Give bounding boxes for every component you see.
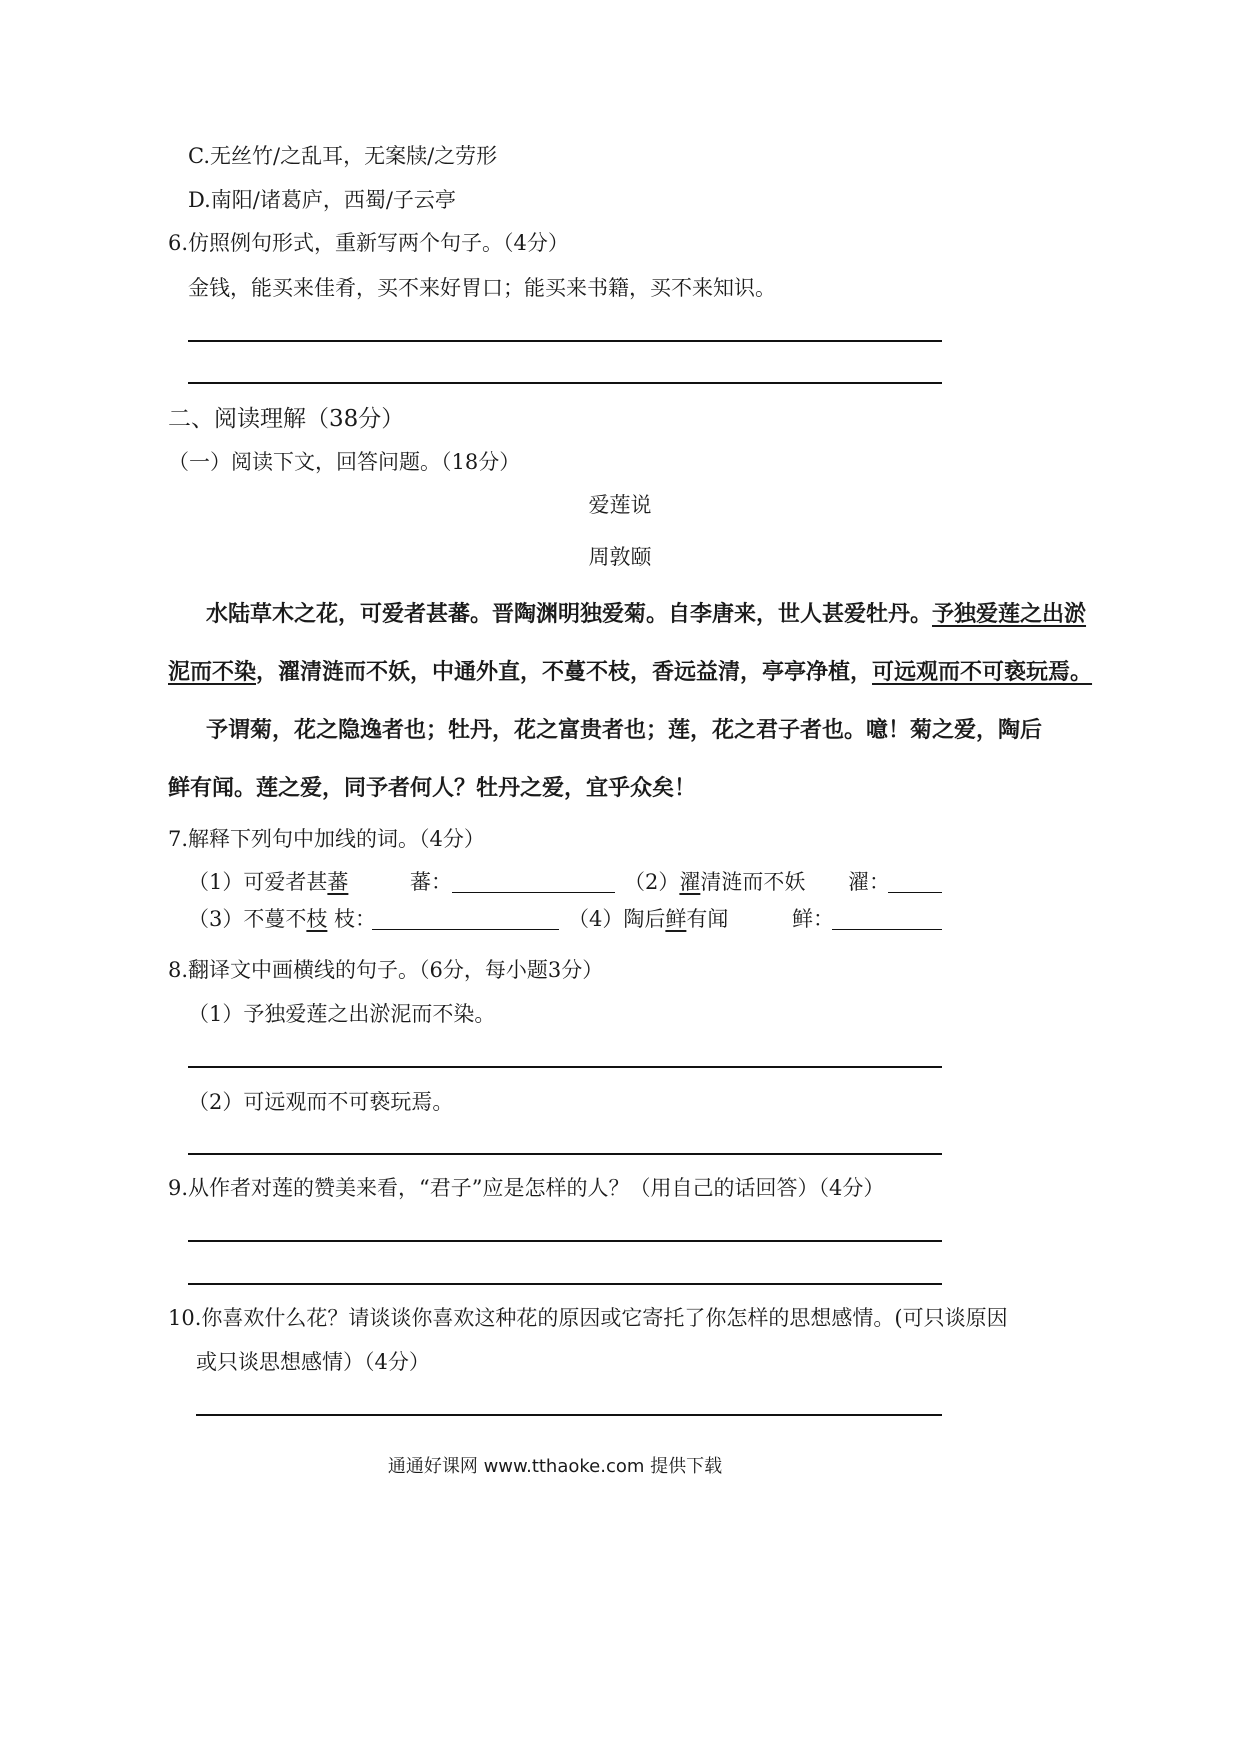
item-text: 清涟而不妖 xyxy=(700,870,806,894)
question-10-prompt-line-2: 或只谈思想感情）（4分） xyxy=(196,1350,430,1374)
question-10-prompt-line-1: 10.你喜欢什么花？请谈谈你喜欢这种花的原因或它寄托了你怎样的思想感情。(可只谈原因 xyxy=(168,1306,1008,1330)
question-7-item-2 xyxy=(624,868,805,896)
answer-blank[interactable] xyxy=(452,892,615,893)
question-8-sentence-2: （2）可远观而不可亵玩焉。 xyxy=(188,1090,454,1114)
answer-line[interactable] xyxy=(188,1283,942,1285)
answer-line[interactable] xyxy=(188,382,942,384)
option-c: C.无丝竹/之乱耳，无案牍/之劳形 xyxy=(188,144,498,168)
question-7-item-1-label: 蕃： xyxy=(410,870,452,894)
underlined-sentence-1: 予独爱莲之出淤 xyxy=(932,602,1087,627)
section-2-part-1: （一）阅读下文，回答问题。（18分） xyxy=(168,450,521,474)
answer-line[interactable] xyxy=(188,1240,942,1242)
item-text: 有闻 xyxy=(686,907,729,931)
passage-author: 周敦颐 xyxy=(588,545,652,569)
marked-word: 濯 xyxy=(679,870,701,894)
page-footer: 通通好课网 www.tthaoke.com 提供下载 xyxy=(387,1456,723,1477)
passage-paragraph-2-line-2: 鲜有闻。莲之爱，同予者何人？牡丹之爱，宜乎众矣！ xyxy=(168,776,697,801)
passage-paragraph-1-line-2 xyxy=(168,659,1092,687)
question-7-item-4 xyxy=(568,905,728,933)
answer-line[interactable] xyxy=(188,1066,942,1068)
option-d: D.南阳/诸葛庐，西蜀/子云亭 xyxy=(188,188,456,212)
question-6-prompt: 6.仿照例句形式，重新写两个句子。（4分） xyxy=(168,231,569,255)
underlined-sentence-2: 可远观而不可亵玩焉。 xyxy=(872,660,1093,685)
item-text: 陶后 xyxy=(623,907,666,931)
passage-text: 水陆草木之花，可爱者甚蕃。晋陶渊明独爱菊。自李唐来，世人甚爱牡丹。 xyxy=(206,602,933,627)
answer-line[interactable] xyxy=(188,1153,942,1155)
passage-title: 爱莲说 xyxy=(588,493,652,517)
underlined-sentence-1-end: 泥而不染 xyxy=(168,660,257,685)
marked-word: 枝 xyxy=(306,907,328,931)
passage-paragraph-1-line-1 xyxy=(206,601,1086,629)
question-7-item-3-label: 枝： xyxy=(334,907,376,931)
section-2-title: 二、阅读理解（38分） xyxy=(168,406,405,432)
marked-word: 蕃 xyxy=(327,870,349,894)
question-7-item-4-label: 鲜： xyxy=(792,907,834,931)
question-7-item-2-label: 濯： xyxy=(848,870,890,894)
answer-line[interactable] xyxy=(196,1414,942,1416)
question-7-prompt: 7.解释下列句中加线的词。（4分） xyxy=(168,827,485,851)
answer-blank[interactable] xyxy=(888,892,942,893)
answer-blank[interactable] xyxy=(372,929,559,930)
item-text: 可爱者甚 xyxy=(243,870,328,894)
item-text: 不蔓不 xyxy=(243,907,307,931)
item-number: （4） xyxy=(568,907,624,931)
passage-paragraph-2-line-1: 予谓菊，花之隐逸者也；牡丹，花之富贵者也；莲，花之君子者也。噫！菊之爱，陶后 xyxy=(206,718,1043,743)
question-8-sentence-1: （1）予独爱莲之出淤泥而不染。 xyxy=(188,1002,496,1026)
question-8-prompt: 8.翻译文中画横线的句子。（6分，每小题3分） xyxy=(168,958,604,982)
question-7-item-3 xyxy=(188,905,327,933)
item-number: （1） xyxy=(188,870,244,894)
marked-word: 鲜 xyxy=(665,907,687,931)
item-number: （3） xyxy=(188,907,244,931)
passage-text: ，濯清涟而不妖，中通外直，不蔓不枝，香远益清，亭亭净植， xyxy=(256,660,873,685)
item-number: （2） xyxy=(624,870,680,894)
answer-blank[interactable] xyxy=(832,929,942,930)
question-7-item-1 xyxy=(188,868,348,896)
question-9-prompt: 9.从作者对莲的赞美来看，“君子”应是怎样的人？（用自己的话回答）（4分） xyxy=(168,1176,885,1200)
answer-line[interactable] xyxy=(188,340,942,342)
question-6-example: 金钱，能买来佳肴，买不来好胃口；能买来书籍，买不来知识。 xyxy=(188,276,776,300)
